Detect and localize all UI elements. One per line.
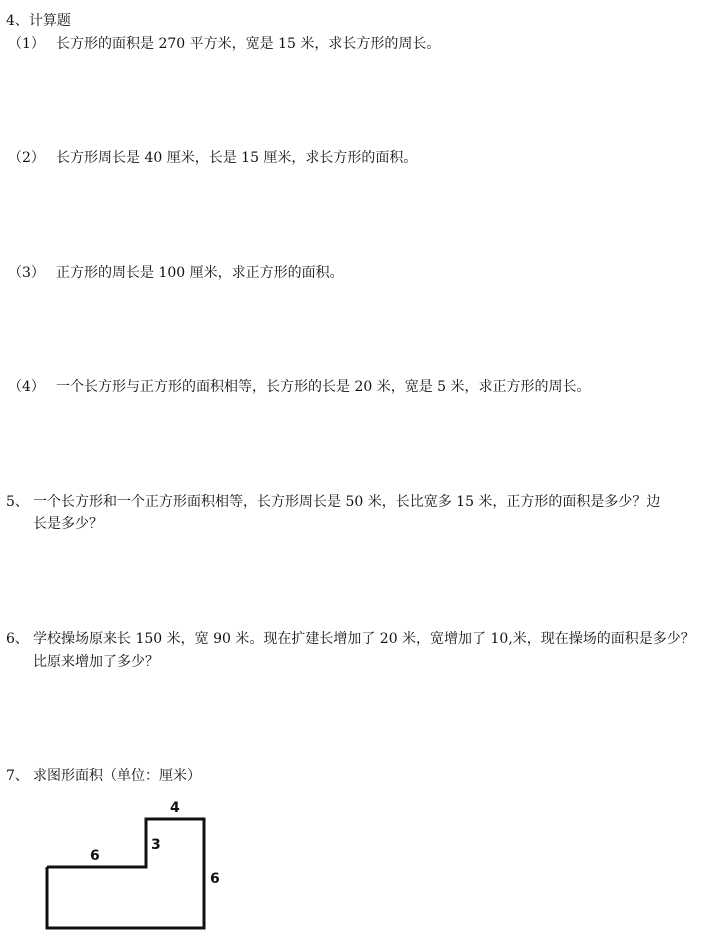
- l-shape-figure: [30, 795, 230, 940]
- label-right: 6: [210, 871, 220, 887]
- question-5: [6, 493, 660, 511]
- label-top: 4: [170, 800, 180, 816]
- figure-outline: [47, 819, 204, 928]
- question-text: 一个长方形与正方形的面积相等，长方形的长是 20 米，宽是 5 米，求正方形的周长。: [56, 379, 591, 395]
- question-number: （2）: [8, 150, 45, 166]
- question-text: 长方形的面积是 270 平方米，宽是 15 米，求长方形的周长。: [56, 36, 441, 52]
- question-number: （4）: [8, 379, 45, 395]
- label-step-horizontal: 6: [90, 848, 100, 864]
- question-7: [6, 767, 201, 785]
- question-number: （3）: [8, 265, 45, 281]
- question-5-continued: [33, 515, 103, 533]
- section-number: 4、: [6, 13, 29, 29]
- question-text: 长方形周长是 40 厘米，长是 15 厘米，求长方形的面积。: [56, 150, 418, 166]
- question-4-1: [8, 35, 440, 53]
- question-text-line-1: 学校操场原来长 150 米，宽 90 米。现在扩建长增加了 20 米，宽增加了 10,米，现在操场的面积是多少？: [33, 631, 695, 647]
- question-number: 7、: [6, 768, 29, 784]
- question-text-line-2: 长是多少？: [33, 516, 103, 532]
- section-title: 计算题: [28, 13, 71, 29]
- question-number: 6、: [6, 631, 29, 647]
- question-4-3: [8, 264, 344, 282]
- question-text-line-1: 一个长方形和一个正方形面积相等，长方形周长是 50 米，长比宽多 15 米，正方形的面积是多少？边: [33, 494, 661, 510]
- question-6-continued: [33, 653, 159, 671]
- question-number: （1）: [8, 36, 45, 52]
- question-text: 正方形的周长是 100 厘米，求正方形的面积。: [56, 265, 344, 281]
- question-6: [6, 630, 695, 648]
- label-step-vertical: 3: [151, 837, 161, 853]
- question-number: 5、: [6, 494, 29, 510]
- section-4-heading: [6, 12, 71, 30]
- question-text: 求图形面积（单位：厘米）: [33, 768, 201, 784]
- question-4-4: [8, 378, 591, 396]
- question-4-2: [8, 149, 417, 167]
- question-text-line-2: 比原来增加了多少？: [33, 654, 159, 670]
